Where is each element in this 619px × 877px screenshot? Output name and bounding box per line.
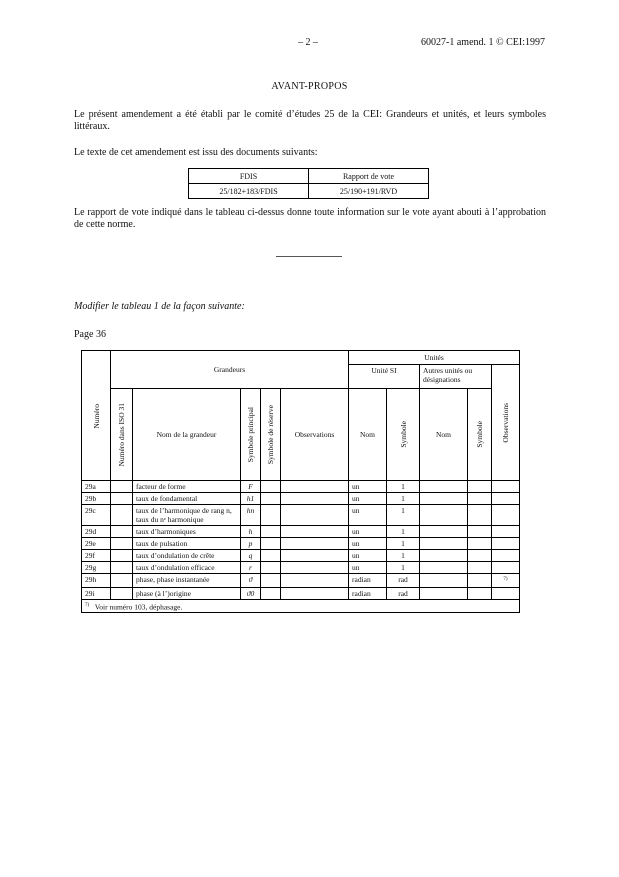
header-symbole-unite: Symbole (387, 389, 420, 481)
row-quantity-name: phase (à l’)origine (133, 587, 241, 599)
row-observations (281, 526, 349, 538)
table-row (82, 538, 520, 550)
row-unit-symbol: 1 (387, 481, 420, 493)
row-quantity-name: taux de fondamental (133, 493, 241, 505)
footnote-text: Voir numéro 103, déphasage. (94, 602, 183, 611)
row-main-symbol: ϑ (241, 574, 261, 588)
row-other-name (420, 538, 468, 550)
table-row (82, 574, 520, 588)
row-iso-number (111, 505, 133, 526)
row-other-symbol (468, 550, 492, 562)
row-observations (281, 493, 349, 505)
row-iso-number (111, 526, 133, 538)
header-nom-unite: Nom (349, 389, 387, 481)
header-symbole-autre: Symbole (468, 389, 492, 481)
row-iso-number (111, 562, 133, 574)
row-observations (281, 587, 349, 599)
table-row (82, 550, 520, 562)
row-other-symbol (468, 493, 492, 505)
row-quantity-name: phase, phase instantanée (133, 574, 241, 588)
header-nom-grandeur: Nom de la grandeur (133, 389, 241, 481)
row-other-symbol (468, 505, 492, 526)
row-other-name (420, 526, 468, 538)
row-other-symbol (468, 538, 492, 550)
row-main-symbol: h1 (241, 493, 261, 505)
row-iso-number (111, 587, 133, 599)
row-number: 29e (82, 538, 111, 550)
row-unit-symbol: 1 (387, 538, 420, 550)
row-note (492, 574, 520, 588)
header-unites: Unités (349, 351, 520, 365)
row-main-symbol: r (241, 562, 261, 574)
row-other-name (420, 587, 468, 599)
row-number: 29d (82, 526, 111, 538)
row-note (492, 550, 520, 562)
row-unit-name: un (349, 526, 387, 538)
paragraph-vote-info: Le rapport de vote indiqué dans le tableau ci-dessus donne toute information sur le vote ayant abouti à l’approbation de cette norme. (74, 207, 546, 230)
row-unit-name: radian (349, 587, 387, 599)
row-reserve-symbol (261, 526, 281, 538)
table-body (82, 481, 520, 600)
row-other-symbol (468, 526, 492, 538)
note-mark: 7) (503, 577, 508, 582)
table-row (82, 526, 520, 538)
row-unit-name: un (349, 550, 387, 562)
table-row (82, 587, 520, 599)
page-reference: Page 36 (74, 329, 106, 340)
row-other-name (420, 493, 468, 505)
row-reserve-symbol (261, 550, 281, 562)
vote-table (188, 168, 429, 199)
quantities-table (81, 350, 520, 613)
row-other-symbol (468, 574, 492, 588)
row-unit-symbol: 1 (387, 562, 420, 574)
row-unit-symbol: rad (387, 587, 420, 599)
footnote-mark: 7) (85, 602, 90, 608)
row-note (492, 526, 520, 538)
row-iso-number (111, 550, 133, 562)
row-unit-name: un (349, 505, 387, 526)
header-symbole-reserve: Symbole de réserve (261, 389, 281, 481)
row-quantity-name: taux d’harmoniques (133, 526, 241, 538)
row-observations (281, 574, 349, 588)
header-symbole-principal: Symbole principal (241, 389, 261, 481)
row-observations (281, 562, 349, 574)
row-unit-symbol: 1 (387, 550, 420, 562)
row-quantity-name: taux de l’harmonique de rang n, taux du nᵉ harmonique (133, 505, 241, 526)
section-title: AVANT-PROPOS (271, 81, 348, 92)
row-number: 29g (82, 562, 111, 574)
row-note (492, 481, 520, 493)
vote-header-fdis: FDIS (189, 169, 309, 184)
row-number: 29a (82, 481, 111, 493)
header-numero: Numéro (91, 403, 101, 429)
row-number: 29i (82, 587, 111, 599)
row-other-name (420, 550, 468, 562)
row-reserve-symbol (261, 574, 281, 588)
header-unite-si: Unité SI (349, 365, 420, 389)
header-observations: Observations (281, 389, 349, 481)
row-reserve-symbol (261, 587, 281, 599)
row-reserve-symbol (261, 505, 281, 526)
row-other-name (420, 562, 468, 574)
row-observations (281, 538, 349, 550)
row-other-symbol (468, 587, 492, 599)
paragraph-documents: Le texte de cet amendement est issu des documents suivants: (74, 147, 318, 158)
row-number: 29c (82, 505, 111, 526)
row-main-symbol: p (241, 538, 261, 550)
row-unit-symbol: 1 (387, 493, 420, 505)
row-reserve-symbol (261, 481, 281, 493)
row-main-symbol: ϑ0 (241, 587, 261, 599)
row-main-symbol: hn (241, 505, 261, 526)
row-unit-name: un (349, 493, 387, 505)
vote-value-rapport: 25/190+191/RVD (309, 184, 429, 199)
row-note (492, 493, 520, 505)
row-unit-symbol: 1 (387, 526, 420, 538)
row-quantity-name: taux d’ondulation efficace (133, 562, 241, 574)
row-main-symbol: q (241, 550, 261, 562)
row-main-symbol: h (241, 526, 261, 538)
table-row (82, 562, 520, 574)
row-note (492, 587, 520, 599)
header-grandeurs: Grandeurs (111, 351, 349, 389)
table-row (82, 493, 520, 505)
header-observations-2: Observations (492, 365, 520, 481)
row-observations (281, 550, 349, 562)
row-iso-number (111, 481, 133, 493)
separator-line (276, 256, 342, 257)
row-other-name (420, 505, 468, 526)
vote-header-rapport: Rapport de vote (309, 169, 429, 184)
row-unit-name: un (349, 538, 387, 550)
row-iso-number (111, 538, 133, 550)
page-number: – 2 – (298, 37, 318, 48)
row-iso-number (111, 493, 133, 505)
header-autres-unites: Autres unités ou désignations (420, 365, 492, 389)
row-reserve-symbol (261, 562, 281, 574)
row-number: 29f (82, 550, 111, 562)
row-reserve-symbol (261, 493, 281, 505)
row-note (492, 562, 520, 574)
modification-instruction: Modifier le tableau 1 de la façon suivante: (74, 301, 245, 312)
row-other-name (420, 481, 468, 493)
vote-value-fdis: 25/182+183/FDIS (189, 184, 309, 199)
row-unit-name: un (349, 562, 387, 574)
row-observations (281, 481, 349, 493)
row-unit-symbol: 1 (387, 505, 420, 526)
row-note (492, 538, 520, 550)
row-iso-number (111, 574, 133, 588)
header-numero-iso: Numéro dans ISO 31 (111, 389, 133, 481)
row-quantity-name: taux d’ondulation de crête (133, 550, 241, 562)
row-number: 29b (82, 493, 111, 505)
row-reserve-symbol (261, 538, 281, 550)
row-note (492, 505, 520, 526)
row-quantity-name: facteur de forme (133, 481, 241, 493)
row-main-symbol: F (241, 481, 261, 493)
row-quantity-name: taux de pulsation (133, 538, 241, 550)
paragraph-intro: Le présent amendement a été établi par le comité d’études 25 de la CEI: Grandeurs et unités, et leurs symboles littéraux. (74, 109, 546, 132)
row-unit-name: un (349, 481, 387, 493)
document-reference: 60027-1 amend. 1 © CEI:1997 (421, 37, 545, 48)
row-other-symbol (468, 481, 492, 493)
row-number: 29h (82, 574, 111, 588)
row-observations (281, 505, 349, 526)
row-other-symbol (468, 562, 492, 574)
header-nom-autre: Nom (420, 389, 468, 481)
table-footnote (82, 599, 520, 613)
row-unit-symbol: rad (387, 574, 420, 588)
table-row (82, 481, 520, 493)
table-row (82, 505, 520, 526)
row-unit-name: radian (349, 574, 387, 588)
row-other-name (420, 574, 468, 588)
